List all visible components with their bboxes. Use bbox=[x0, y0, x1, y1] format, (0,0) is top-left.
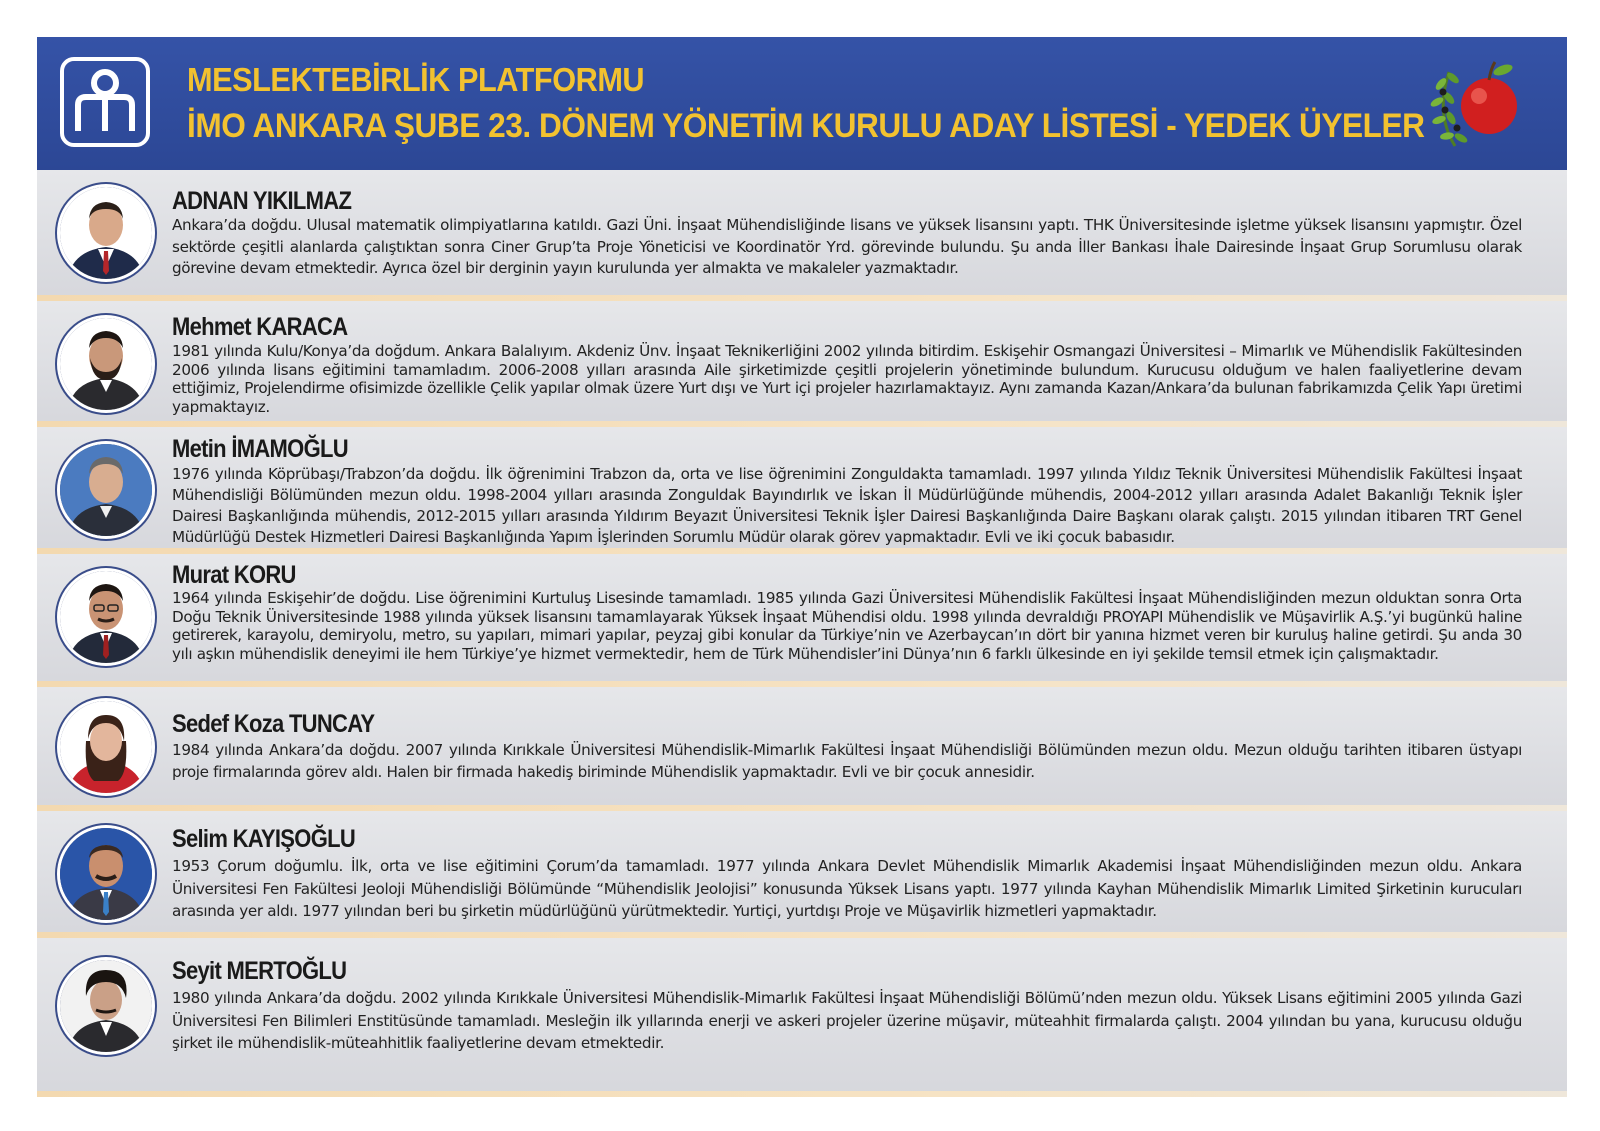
candidate-poster bbox=[37, 37, 1567, 1097]
candidate-name: Selim KAYIŞOĞLU bbox=[172, 825, 356, 853]
candidate-photo bbox=[60, 444, 152, 536]
candidate-bio: Ankara’da doğdu. Ulusal matematik olimpiyatlarına katıldı. Gazi Üni. İnşaat Mühendisliğinde lisans ve yüksek lisansını yaptı. THK Üniversitesinde işletme yüksek lisansını yapmıştır. Özel sektörde çeşitli alanlarda çalıştıktan sonra Ciner Grup’ta Proje Yöneticisi ve Koordinatör Yrd. görevinde bulundu. Şu anda İller Bankası İhale Dairesinde İnşaat Grup Sorumlusu olarak görevine devam etmektedir. Ayrıca özel bir derginin yayın kurulunda yer almakta ve makaleler yazmaktadır. bbox=[172, 216, 1522, 277]
header-banner bbox=[37, 37, 1567, 170]
candidate-bio: 1984 yılında Ankara’da doğdu. 2007 yılında Kırıkkale Üniversitesi Mühendislik-Mimarlık Fakültesi İnşaat Mühendisliği Bölümünden mezun oldu. Mezun olduğu tarihten itibaren üstyapı proje firmalarında görev aldı. Halen bir firmada hakediş biriminde Mühendislik yapmaktadır. Evli ve bir çocuk annesidir. bbox=[172, 741, 1522, 781]
candidate-card bbox=[37, 811, 1567, 938]
candidate-photo bbox=[60, 960, 152, 1052]
candidate-photo bbox=[60, 187, 152, 279]
candidate-bio: 1981 yılında Kulu/Konya’da doğdum. Ankara Balalıyım. Akdeniz Ünv. İnşaat Teknikerliğini 2002 yılında bitirdim. Eskişehir Osmangazi Üniversitesi – Mimarlık ve Mühendislik Fakültesinden 2006 yılında lisans eğitimini tamamladım. 2006-2008 yılları arasında Aile şirketimizde çeşitli projelerin yönetiminde bulundum. Kurucusu olduğum ve halen faaliyetlerine devam ettiğimiz, Projelendirme ofisimizde özellikle Çelik yapılar olmak üzere Yurt dışı ve Yurt içi projeler hazırlamaktayız. Aynı zamanda Kazan/Ankara’da bulunan fabrikamızda Çelik Yapı üretimi yapmaktayız. bbox=[172, 342, 1522, 416]
platform-title: MESLEKTEBİRLİK PLATFORMU bbox=[187, 61, 645, 98]
candidate-name: Murat KORU bbox=[172, 561, 296, 589]
candidate-photo bbox=[60, 701, 152, 793]
candidate-name: Mehmet KARACA bbox=[172, 313, 348, 341]
candidate-card bbox=[37, 427, 1567, 554]
candidate-photo bbox=[60, 828, 152, 920]
candidate-name: ADNAN YIKILMAZ bbox=[172, 187, 352, 215]
candidate-card bbox=[37, 554, 1567, 687]
candidate-name: Metin İMAMOĞLU bbox=[172, 435, 348, 463]
candidate-card bbox=[37, 170, 1567, 301]
apple-olive-branch-icon bbox=[1427, 54, 1527, 154]
candidate-bio: 1953 Çorum doğumlu. İlk, orta ve lise eğitimini Çorum’da tamamladı. 1977 yılında Ankara Devlet Mühendislik Mimarlık Akademisi İnşaat Mühendisliğinden mezun oldu. Ankara Üniversitesi Fen Fakültesi Jeoloji Mühendisliği Bölümünde “Mühendislik Jeolojisi” konusunda Yüksek Lisans yaptı. 1977 yılında Kayhan Mühendislik Mimarlık Limited Şirketinin kurucuları arasında yer aldı. 1977 yılından beri bu şirketin müdürlüğünü yürütmektedir. Yurtiçi, yurtdışı Proje ve Müşavirlik hizmetleri yapmaktadır. bbox=[172, 857, 1522, 920]
imo-logo-icon bbox=[60, 57, 150, 147]
list-title: İMO ANKARA ŞUBE 23. DÖNEM YÖNETİM KURULU ADAY LİSTESİ - YEDEK ÜYELER bbox=[187, 107, 1425, 145]
candidate-card bbox=[37, 938, 1567, 1097]
candidate-name: Seyit MERTOĞLU bbox=[172, 957, 347, 985]
candidate-photo bbox=[60, 318, 152, 410]
candidate-photo bbox=[60, 571, 152, 663]
candidate-bio: 1980 yılında Ankara’da doğdu. 2002 yılında Kırıkkale Üniversitesi Mühendislik-Mimarlık Fakültesi İnşaat Mühendisliği Bölümü’nden mezun oldu. Yüksek Lisans eğitimini 2005 yılında Gazi Üniversitesi Fen Bilimleri Enstitüsünde tamamladı. Mesleğin ilk yıllarında enerji ve askeri projeler üzerine müşavir, müteahhit firmalarda çalıştı. 2004 yılından bu yana, kurucusu olduğu şirket ile mühendislik-müteahhitlik faaliyetlerine devam etmektedir. bbox=[172, 989, 1522, 1052]
candidate-bio: 1964 yılında Eskişehir’de doğdu. Lise öğrenimini Kurtuluş Lisesinde tamamladı. 1985 yılında Gazi Üniversitesi Mühendislik Fakültesi İnşaat Mühendisliğinden mezun olduktan sonra Orta Doğu Teknik Üniversitesinde 1988 yılında yüksek lisansını tamamlayarak Yüksek İnşaat Mühendisi oldu. 1998 yılında devraldığı PROYAPI Mühendislik ve Müşavirlik A.Ş.’yi bugünkü haline getirerek, karayolu, demiryolu, metro, su yapıları, mimari yapılar, peyzaj gibi konular da Türkiye’nin ve Azerbaycan’ın dört bir yanına hizmet veren bir kuruluş haline getirdi. Şu anda 30 yılı aşkın mühendislik deneyimi ile hem Türkiye’ye hizmet vermektedir, hem de Türk Mühendisler’ini Dünya’nın 6 farklı ülkesinde en iyi şekilde temsil etmek için çalışmaktadır. bbox=[172, 589, 1522, 663]
candidate-name: Sedef Koza TUNCAY bbox=[172, 710, 375, 738]
candidate-card bbox=[37, 687, 1567, 811]
candidate-bio: 1976 yılında Köprübaşı/Trabzon’da doğdu. İlk öğrenimini Trabzon da, orta ve lise öğrenimini Zonguldakta tamamladı. 1997 yılında Yıldız Teknik Üniversitesi Mühendislik Fakültesi İnşaat Mühendisliği Bölümünden mezun oldu. 1998-2004 yılları arasında Zonguldak Bayındırlık ve İskan İl Müdürlüğünde mühendis, 2004-2012 yılları arasında Adalet Bakanlığı Teknik İşler Dairesi Başkanlığında mühendis, 2012-2015 yılları arasında Yıldırım Beyazıt Üniversitesi Teknik İşler Dairesi Başkanlığında Daire Başkanı olarak çalıştı. 2015 yılından itibaren TRT Genel Müdürlüğü Destek Hizmetleri Dairesi Başkanlığında Yapım İşlerinden Sorumlu Müdür olarak görev yapmaktadır. Evli ve iki çocuk babasıdır. bbox=[172, 465, 1522, 546]
candidate-card bbox=[37, 301, 1567, 427]
